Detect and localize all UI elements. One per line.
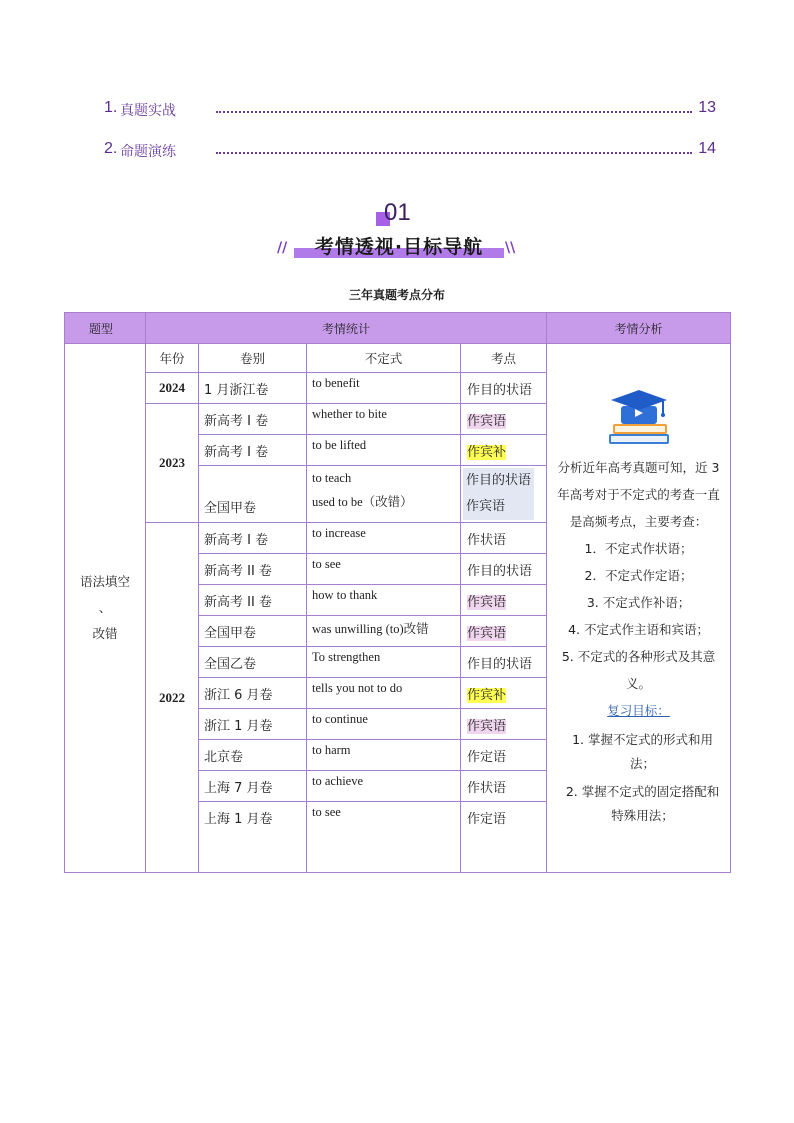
kaodian-cell xyxy=(461,678,547,709)
toc-leader-dots xyxy=(216,111,692,113)
kaodian-cell xyxy=(461,554,547,585)
analysis-point: 1．不定式作状语； xyxy=(584,541,693,556)
question-type-cell xyxy=(65,344,146,873)
toc-label: 真题实战 xyxy=(120,103,176,119)
kaodian-cell xyxy=(461,373,547,404)
kaodian-text: 作目的状语 xyxy=(467,656,533,672)
form-text: used to be（改错） xyxy=(312,495,413,509)
graduation-books-icon xyxy=(603,386,675,452)
kaodian-text: 作目的状语 xyxy=(467,382,533,398)
juan-cell: 浙江 6 月卷 xyxy=(199,678,307,709)
form-cell: how to thank xyxy=(307,585,461,616)
juan-cell: 浙江 1 月卷 xyxy=(199,709,307,740)
subheader-juan: 卷别 xyxy=(199,344,307,373)
juan-cell: 上海 7 月卷 xyxy=(199,771,307,802)
form-cell: To strengthen xyxy=(307,647,461,678)
type-label-line: 改错 xyxy=(92,626,118,641)
form-cell: to increase xyxy=(307,523,461,554)
exam-analysis-table xyxy=(64,312,731,873)
form-cell: tells you not to do xyxy=(307,678,461,709)
form-cell: to see xyxy=(307,554,461,585)
form-cell xyxy=(307,466,461,523)
form-cell: whether to bite xyxy=(307,404,461,435)
kaodian-text: 作宾语 xyxy=(467,625,507,641)
form-cell: was unwilling (to)改错 xyxy=(307,616,461,647)
review-goal: 1. 掌握不定式的形式和用法； xyxy=(572,732,713,771)
toc-num: 1. xyxy=(104,99,118,116)
juan-cell: 新高考 I 卷 xyxy=(199,404,307,435)
kaodian-cell xyxy=(461,647,547,678)
type-label-line: 、 xyxy=(98,600,112,615)
analysis-cell xyxy=(547,344,731,873)
kaodian-cell xyxy=(461,466,547,523)
juan-cell: 新高考 I 卷 xyxy=(199,523,307,554)
type-label-line: 语法填空 xyxy=(79,574,130,589)
section-number: 01 xyxy=(384,199,411,226)
kaodian-text: 作状语 xyxy=(467,780,507,796)
juan-cell: 1 月浙江卷 xyxy=(199,373,307,404)
review-goal-title: 复习目标： xyxy=(607,703,670,718)
kaodian-cell xyxy=(461,771,547,802)
analysis-point: 4. 不定式作主语和宾语； xyxy=(568,622,709,637)
kaodian-text: 作目的状语 xyxy=(467,563,533,579)
form-cell: to achieve xyxy=(307,771,461,802)
juan-cell: 上海 1 月卷 xyxy=(199,802,307,873)
juan-cell: 全国甲卷 xyxy=(199,466,307,523)
juan-cell: 新高考 I 卷 xyxy=(199,435,307,466)
kaodian-text: 作宾语 xyxy=(467,594,507,610)
subheader-year: 年份 xyxy=(146,344,199,373)
kaodian-text xyxy=(463,468,534,520)
toc-page-number: 13 xyxy=(698,99,716,116)
year-cell: 2024 xyxy=(146,373,199,404)
right-slash-decoration: \\ xyxy=(505,240,516,256)
analysis-point: 5. 不定式的各种形式及其意义。 xyxy=(561,649,716,691)
header-stats: 考情统计 xyxy=(146,313,547,344)
kaodian-text: 作宾语 xyxy=(467,413,507,429)
juan-cell: 北京卷 xyxy=(199,740,307,771)
form-cell: to continue xyxy=(307,709,461,740)
kaodian-text: 作宾补 xyxy=(467,687,507,703)
toc-leader-dots xyxy=(216,152,692,154)
left-slash-decoration: // xyxy=(277,240,288,256)
header-analysis: 考情分析 xyxy=(547,313,731,344)
header-type: 题型 xyxy=(65,313,146,344)
table-caption: 三年真题考点分布 xyxy=(348,288,445,302)
analysis-point: 2．不定式作定语； xyxy=(584,568,693,583)
juan-cell: 全国甲卷 xyxy=(199,616,307,647)
kaodian-cell xyxy=(461,523,547,554)
toc-page-number: 14 xyxy=(698,140,716,157)
kaodian-text: 作定语 xyxy=(467,749,507,765)
form-cell: to be lifted xyxy=(307,435,461,466)
kaodian-cell xyxy=(461,435,547,466)
juan-cell: 全国乙卷 xyxy=(199,647,307,678)
kaodian-cell xyxy=(461,802,547,873)
kaodian-text: 作宾补 xyxy=(467,444,507,460)
kaodian-cell xyxy=(461,616,547,647)
juan-cell: 新高考 II 卷 xyxy=(199,554,307,585)
analysis-intro: 分析近年高考真题可知，近 3 年高考对于不定式的考查一直是高频考点，主要考查： xyxy=(557,460,720,529)
form-cell: to see xyxy=(307,802,461,873)
subheader-kaodian: 考点 xyxy=(461,344,547,373)
toc-row-2[interactable] xyxy=(104,140,716,162)
form-text: to teach xyxy=(312,471,352,485)
kaodian-text: 作状语 xyxy=(467,532,507,548)
kaodian-cell xyxy=(461,404,547,435)
analysis-point: 3. 不定式作补语； xyxy=(586,595,691,610)
kaodian-cell xyxy=(461,585,547,616)
table-subheader-row xyxy=(65,344,731,373)
kaodian-text: 作定语 xyxy=(467,812,507,827)
table-header-row xyxy=(65,313,731,344)
review-goal: 2. 掌握不定式的固定搭配和特殊用法； xyxy=(565,784,720,823)
toc-num: 2. xyxy=(104,140,118,157)
year-cell: 2022 xyxy=(146,523,199,873)
kaodian-line: 作宾语 xyxy=(466,499,506,514)
juan-cell: 新高考 II 卷 xyxy=(199,585,307,616)
toc-row-1[interactable] xyxy=(104,99,716,121)
kaodian-cell xyxy=(461,709,547,740)
kaodian-cell xyxy=(461,740,547,771)
year-cell: 2023 xyxy=(146,404,199,523)
form-cell: to benefit xyxy=(307,373,461,404)
section-title: 考情透视·目标导航 xyxy=(314,236,484,258)
form-cell: to harm xyxy=(307,740,461,771)
kaodian-text: 作宾语 xyxy=(467,718,507,734)
kaodian-line: 作目的状语 xyxy=(466,473,532,488)
toc-label: 命题演练 xyxy=(120,144,176,160)
subheader-form: 不定式 xyxy=(307,344,461,373)
